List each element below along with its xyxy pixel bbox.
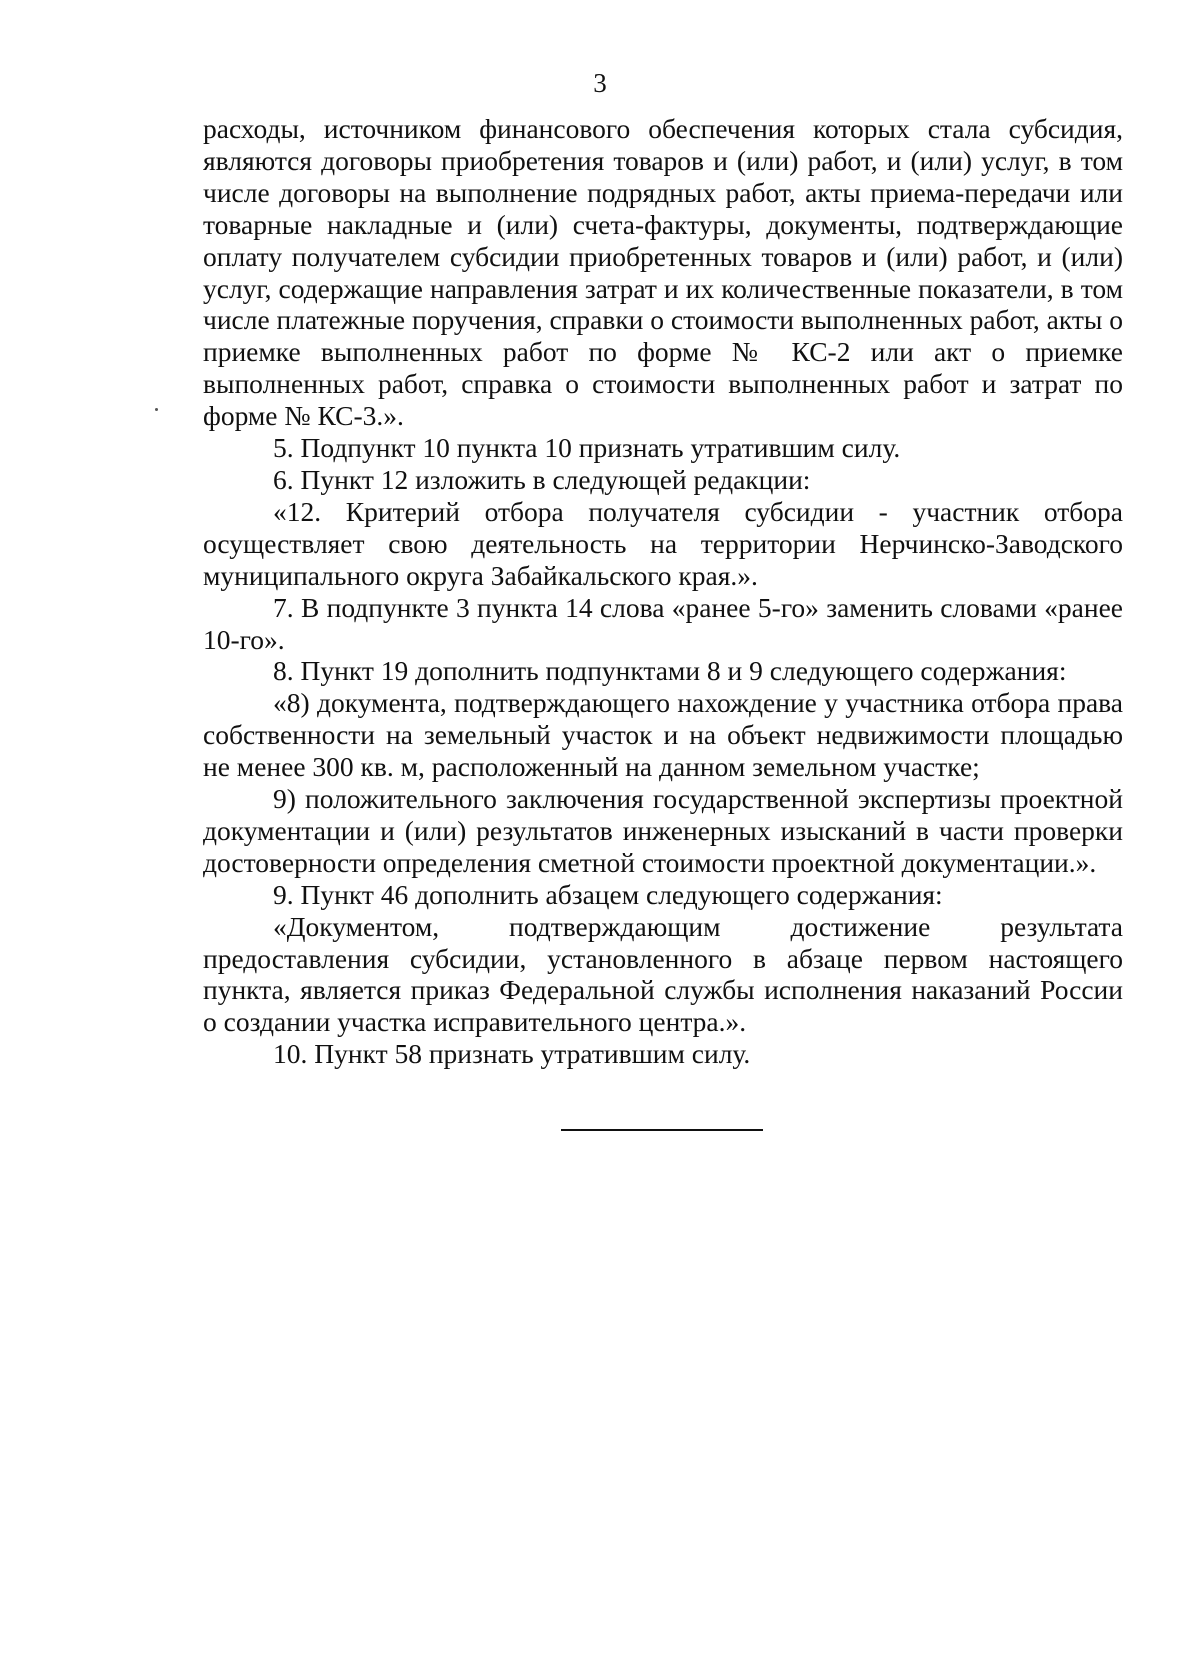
paragraph-item-6: 6. Пункт 12 изложить в следующей редакции:: [273, 463, 811, 495]
closing-divider-line: [561, 1129, 763, 1131]
paragraph-item-5: 5. Подпункт 10 пункта 10 признать утратившим силу.: [273, 432, 901, 464]
scan-mark: [155, 408, 158, 411]
document-body: [203, 113, 1123, 1070]
paragraph-item-9: 9. Пункт 46 дополнить абзацем следующего содержания:: [273, 878, 943, 910]
page-number: 3: [593, 68, 607, 98]
paragraph-subitem-8: «8) документа, подтверждающего нахождение у участника отбора права собственности на земельный участок и на объект недвижимости площадью не менее 300 кв. м, расположенный на данном земельном участке;: [203, 687, 1123, 783]
paragraph-item-8: 8. Пункт 19 дополнить подпунктами 8 и 9 следующего содержания:: [273, 655, 1067, 687]
paragraph-subitem-9: 9) положительного заключения государственной экспертизы проектной документации и (или) результатов инженерных изысканий в части проверки достоверности определения сметной стоимости проектной документации.».: [203, 783, 1123, 878]
paragraph-item-10: 10. Пункт 58 признать утратившим силу.: [273, 1038, 751, 1070]
paragraph-continuation: расходы, источником финансового обеспечения которых стала субсидия, являются договоры приобретения товаров и (или) работ, и (или) услуг, в том числе договоры на выполнение подрядных работ, акты приема-передачи или товарные накладные и (или) счета-фактуры, документы, подтверждающие оплату получателем субсидии приобретенных товаров и (или) работ, и (или) услуг, содержащие направления затрат и их количественные показатели, в том числе платежные поручения, справки о стоимости выполненных работ, акты о приемке выполненных работ по форме № КС-2 или акт о приемке выполненных работ, справка о стоимости выполненных работ и затрат по форме № КС-3.».: [203, 113, 1123, 432]
paragraph-quote-12: «12. Критерий отбора получателя субсидии - участник отбора осуществляет свою деятельность на территории Нерчинско-Заводского муниципального округа Забайкальского края.».: [203, 495, 1123, 591]
paragraph-quote-46: «Документом, подтверждающим достижение результата предоставления субсидии, установленного в абзаце первом настоящего пункта, является приказ Федеральной службы исполнения наказаний России о создании участка исправительного центра.».: [203, 910, 1123, 1038]
paragraph-item-7: 7. В подпункте 3 пункта 14 слова «ранее 5-го» заменить словами «ранее 10-го».: [203, 591, 1123, 655]
